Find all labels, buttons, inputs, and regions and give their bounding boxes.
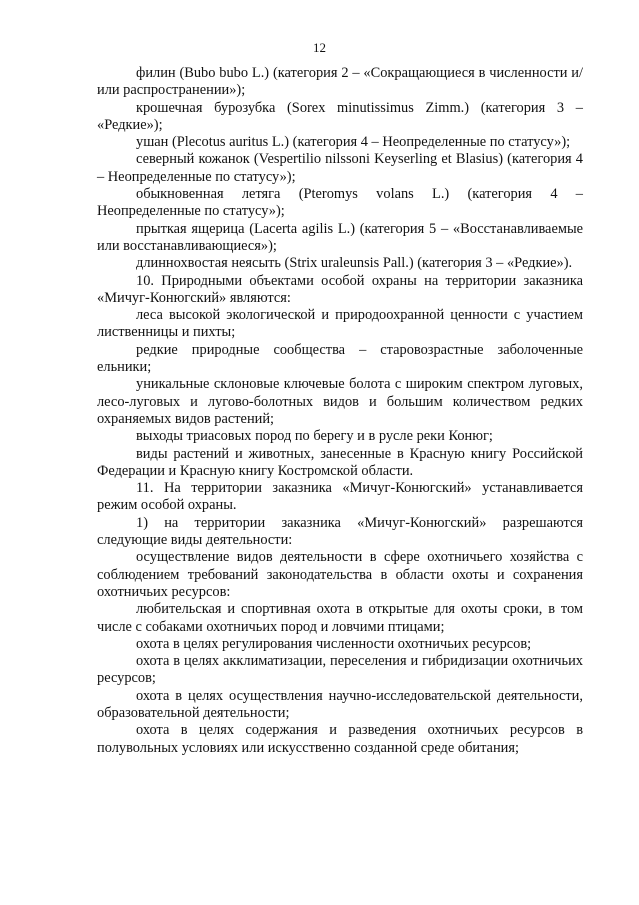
paragraph-flying-squirrel: обыкновенная летяга (Pteromys volans L.) (категория 4 – Неопределенные по статусу»); — [97, 186, 583, 220]
paragraph-eagle-owl: филин (Bubo bubo L.) (категория 2 – «Сокращающиеся в численности и/или распространении»); — [97, 65, 583, 99]
paragraph-section-10: 10. Природными объектами особой охраны на территории заказника «Мичуг-Конюгский» являются: — [97, 272, 583, 306]
paragraph-sport-hunting: любительская и спортивная охота в открытые для охоты сроки, в том числе с собаками охотничьих пород и ловчими птицами; — [97, 601, 583, 635]
paragraph-section-11: 11. На территории заказника «Мичуг-Конюгский» устанавливается режим особой охраны. — [97, 480, 583, 514]
paragraph-semi-free-breeding: охота в целях содержания и разведения охотничьих ресурсов в полувольных условиях или искусственно созданной среде обитания; — [97, 722, 583, 756]
document-body — [97, 65, 583, 757]
page-number: 12 — [313, 40, 326, 55]
paragraph-spring-mires: уникальные склоновые ключевые болота с широким спектром луговых, лесо-луговых и лугово-болотных видов и большим количеством редких охраняемых видов растений; — [97, 376, 583, 427]
paragraph-least-shrew: крошечная бурозубка (Sorex minutissimus Zimm.) (категория 3 – «Редкие»); — [97, 99, 583, 133]
paragraph-northern-bat: северный кожанок (Vespertilio nilssoni Keyserling et Blasius) (категория 4 – Неопределенные по статусу»); — [97, 151, 583, 185]
paragraph-red-book-species: виды растений и животных, занесенные в Красную книгу Российской Федерации и Красную книгу Костромской области. — [97, 445, 583, 479]
paragraph-research-hunting: охота в целях осуществления научно-исследовательской деятельности, образовательной деятельности; — [97, 687, 583, 721]
paragraph-rare-communities: редкие природные сообщества – старовозрастные заболоченные ельники; — [97, 341, 583, 376]
paragraph-ural-owl: длиннохвостая неясыть (Strix uraleunsis Pall.) (категория 3 – «Редкие»). — [136, 255, 573, 272]
paragraph-triassic-outcrops: выходы триасовых пород по берегу и в русле реки Конюг; — [136, 428, 493, 445]
paragraph-population-regulation: охота в целях регулирования численности охотничьих ресурсов; — [136, 635, 532, 652]
paragraph-acclimatization: охота в целях акклиматизации, переселения и гибридизации охотничьих ресурсов; — [97, 653, 583, 687]
paragraph-hunting-management: осуществление видов деятельности в сфере охотничьего хозяйства с соблюдением требований законодательства в области охоты и сохранения охотничьих ресурсов: — [97, 549, 583, 600]
paragraph-permitted-activities: 1) на территории заказника «Мичуг-Конюгский» разрешаются следующие виды деятельности: — [97, 514, 583, 549]
paragraph-high-value-forests: леса высокой экологической и природоохранной ценности с участием лиственницы и пихты; — [97, 307, 583, 341]
paragraph-sand-lizard: прыткая ящерица (Lacerta agilis L.) (категория 5 – «Восстанавливаемые или восстанавливающиеся»); — [97, 220, 583, 254]
paragraph-brown-long-eared-bat: ушан (Plecotus auritus L.) (категория 4 – Неопределенные по статусу»); — [136, 134, 571, 151]
